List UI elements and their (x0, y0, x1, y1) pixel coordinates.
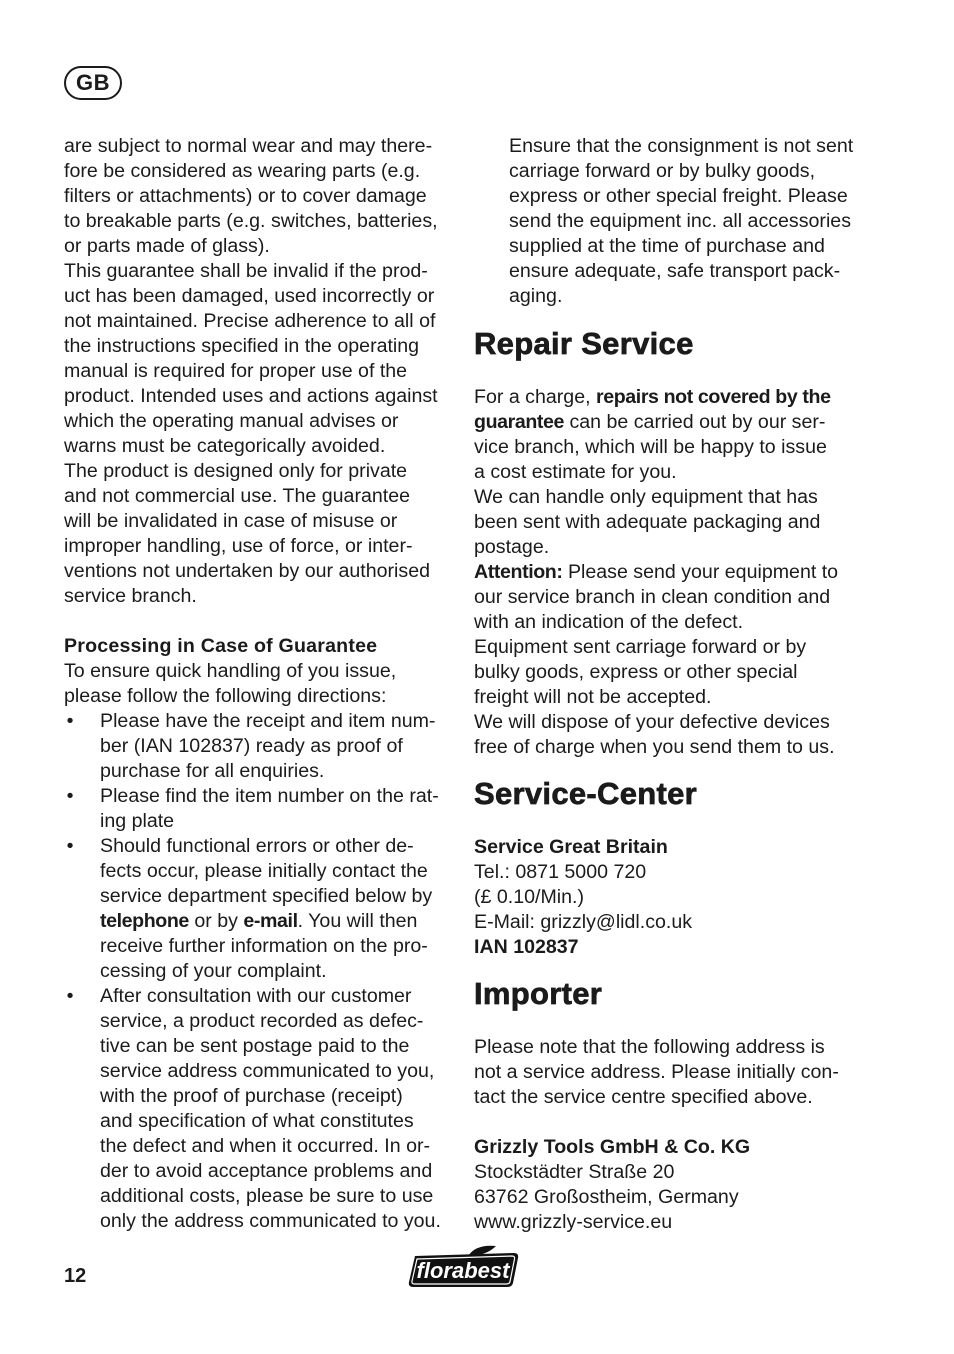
text-line: tive can be sent postage paid to the (100, 1035, 410, 1057)
text-line: express or other special freight. Please (509, 185, 848, 207)
text-line: only the address communicated to you. (100, 1210, 441, 1232)
text-line: This guarantee shall be invalid if the prod- (64, 260, 428, 282)
text-line: Please have the receipt and item num- (100, 710, 436, 732)
importer-heading: Importer (474, 976, 603, 1011)
text-line: Stockstädter Straße 20 (474, 1161, 675, 1183)
text-line: and not commercial use. The guarantee (64, 485, 410, 507)
bold-text: Attention: (474, 561, 563, 583)
text-line: carriage forward or by bulky goods, (509, 160, 816, 182)
text-line: Please note that the following address is (474, 1036, 825, 1058)
text-line: product. Intended uses and actions against (64, 385, 438, 407)
text-line: manual is required for proper use of the (64, 360, 408, 382)
importer-section (474, 1035, 894, 1235)
text-line: aging. (509, 285, 563, 307)
repair-service-text (474, 385, 894, 760)
text-line: service branch. (64, 585, 197, 607)
guarantee-conditions-text (64, 134, 464, 609)
text-line: a cost estimate for you. (474, 461, 677, 483)
bold-text: e-mail (243, 910, 298, 932)
text-line: cessing of your complaint. (100, 960, 327, 982)
text-line: additional costs, please be sure to use (100, 1185, 434, 1207)
text-line: fects occur, please initially contact the (100, 860, 428, 882)
text-line (474, 1135, 894, 1160)
text-line: bulky goods, express or other special (474, 661, 798, 683)
logo-text: florabest (416, 1258, 510, 1283)
text-line: and specification of what constitutes (100, 1110, 414, 1132)
bold-text: repairs not covered by the (595, 386, 831, 408)
text-line: warns must be categorically avoided. (64, 435, 386, 457)
repair-service-heading: Repair Service (474, 326, 694, 361)
text: Please send your equipment to (562, 561, 839, 583)
text-line: purchase for all enquiries. (100, 760, 325, 782)
text-line: service, a product recorded as defec- (100, 1010, 424, 1032)
text-line (474, 935, 894, 960)
service-center-heading: Service-Center (474, 776, 698, 811)
bullet-icon: • (66, 710, 74, 732)
left-column (64, 134, 464, 1234)
page-number: 12 (64, 1265, 87, 1287)
text-line: the defect and when it occurred. In or- (100, 1135, 431, 1157)
continued-bullet-text (509, 134, 889, 309)
text-line: Ensure that the consignment is not sent (509, 135, 854, 157)
text-line: are subject to normal wear and may there- (64, 135, 433, 157)
text-line: service address communicated to you, (100, 1060, 435, 1082)
bold-text: guarantee (474, 411, 565, 433)
text-line: The product is designed only for private (64, 460, 408, 482)
text-line: To ensure quick handling of you issue, (64, 660, 397, 682)
text-line: uct has been damaged, used incorrectly or (64, 285, 435, 307)
text-line: ing plate (100, 810, 175, 832)
bold-text: IAN 102837 (474, 936, 579, 958)
florabest-logo (406, 1244, 522, 1290)
text-line: postage. (474, 536, 550, 558)
bullet-item (64, 709, 464, 784)
text-line: please follow the following directions: (64, 685, 387, 707)
text-line (474, 410, 894, 435)
bold-text: telephone (100, 910, 189, 932)
bullet-icon: • (66, 985, 74, 1007)
text-line: 63762 Großostheim, Germany (474, 1186, 739, 1208)
text-line: ventions not undertaken by our authorised (64, 560, 430, 582)
bullet-icon: • (66, 785, 74, 807)
text-line: filters or attachments) or to cover damage (64, 185, 427, 207)
text-line: der to avoid acceptance problems and (100, 1160, 433, 1182)
bullet-text (100, 834, 464, 984)
bullet-item (64, 834, 464, 984)
text: For a charge, (474, 386, 596, 408)
text-line: We will dispose of your defective devices (474, 711, 830, 733)
text-line: will be invalidated in case of misuse or (64, 510, 398, 532)
text: can be carried out by our ser- (564, 411, 826, 433)
service-center-text (474, 835, 894, 960)
bullet-text (100, 784, 464, 834)
text-line: which the operating manual advises or (64, 410, 399, 432)
text-line: E-Mail: grizzly@lidl.co.uk (474, 911, 693, 933)
text: or by (188, 910, 244, 932)
text-line: After consultation with our customer (100, 985, 412, 1007)
language-badge: GB (64, 66, 122, 100)
text-line (100, 909, 464, 934)
text-line: with an indication of the defect. (474, 611, 744, 633)
text-line: ensure adequate, safe transport pack- (509, 260, 841, 282)
text-line: to breakable parts (e.g. switches, batteries, (64, 210, 438, 232)
text-line: receive further information on the pro- (100, 935, 428, 957)
guarantee-processing-section (64, 634, 464, 1234)
text-line: the instructions specified in the operating (64, 335, 420, 357)
bullet-item (64, 784, 464, 834)
text-line: or parts made of glass). (64, 235, 270, 257)
text: . You will then (297, 910, 418, 932)
text-line (474, 385, 894, 410)
importer-note (474, 1035, 894, 1110)
text-line: not maintained. Precise adherence to all of (64, 310, 436, 332)
text-line: not a service address. Please initially con- (474, 1061, 839, 1083)
text-line: (£ 0.10/Min.) (474, 886, 584, 908)
text-line: www.grizzly-service.eu (474, 1211, 673, 1233)
text-line: ber (IAN 102837) ready as proof of (100, 735, 403, 757)
bullet-text (100, 709, 464, 784)
text-line (474, 560, 894, 585)
text-line: our service branch in clean condition and (474, 586, 831, 608)
bold-text: Grizzly Tools GmbH & Co. KG (474, 1136, 751, 1158)
text-line: send the equipment inc. all accessories (509, 210, 851, 232)
importer-address (474, 1135, 894, 1235)
text-line: supplied at the time of purchase and (509, 235, 825, 257)
bullet-text (100, 984, 464, 1234)
text-line: been sent with adequate packaging and (474, 511, 821, 533)
text-line: with the proof of purchase (receipt) (100, 1085, 403, 1107)
text-line: improper handling, use of force, or inter- (64, 535, 413, 557)
text-line: freight will not be accepted. (474, 686, 712, 708)
text-line: tact the service centre specified above. (474, 1086, 813, 1108)
section-heading: Processing in Case of Guarantee (64, 635, 378, 657)
text-line: Please find the item number on the rat- (100, 785, 439, 807)
text-line: service department specified below by (100, 885, 433, 907)
section-intro (64, 659, 464, 709)
text-line: Tel.: 0871 5000 720 (474, 861, 647, 883)
bullet-icon: • (66, 835, 74, 857)
bullet-list (64, 709, 464, 1234)
bullet-item (64, 984, 464, 1234)
text-line: vice branch, which will be happy to issue (474, 436, 827, 458)
text-line: We can handle only equipment that has (474, 486, 818, 508)
text-line: free of charge when you send them to us. (474, 736, 835, 758)
bold-text: Service Great Britain (474, 836, 668, 858)
text-line: Should functional errors or other de- (100, 835, 414, 857)
text-line: fore be considered as wearing parts (e.g. (64, 160, 421, 182)
text-line: Equipment sent carriage forward or by (474, 636, 807, 658)
text-line (474, 835, 894, 860)
